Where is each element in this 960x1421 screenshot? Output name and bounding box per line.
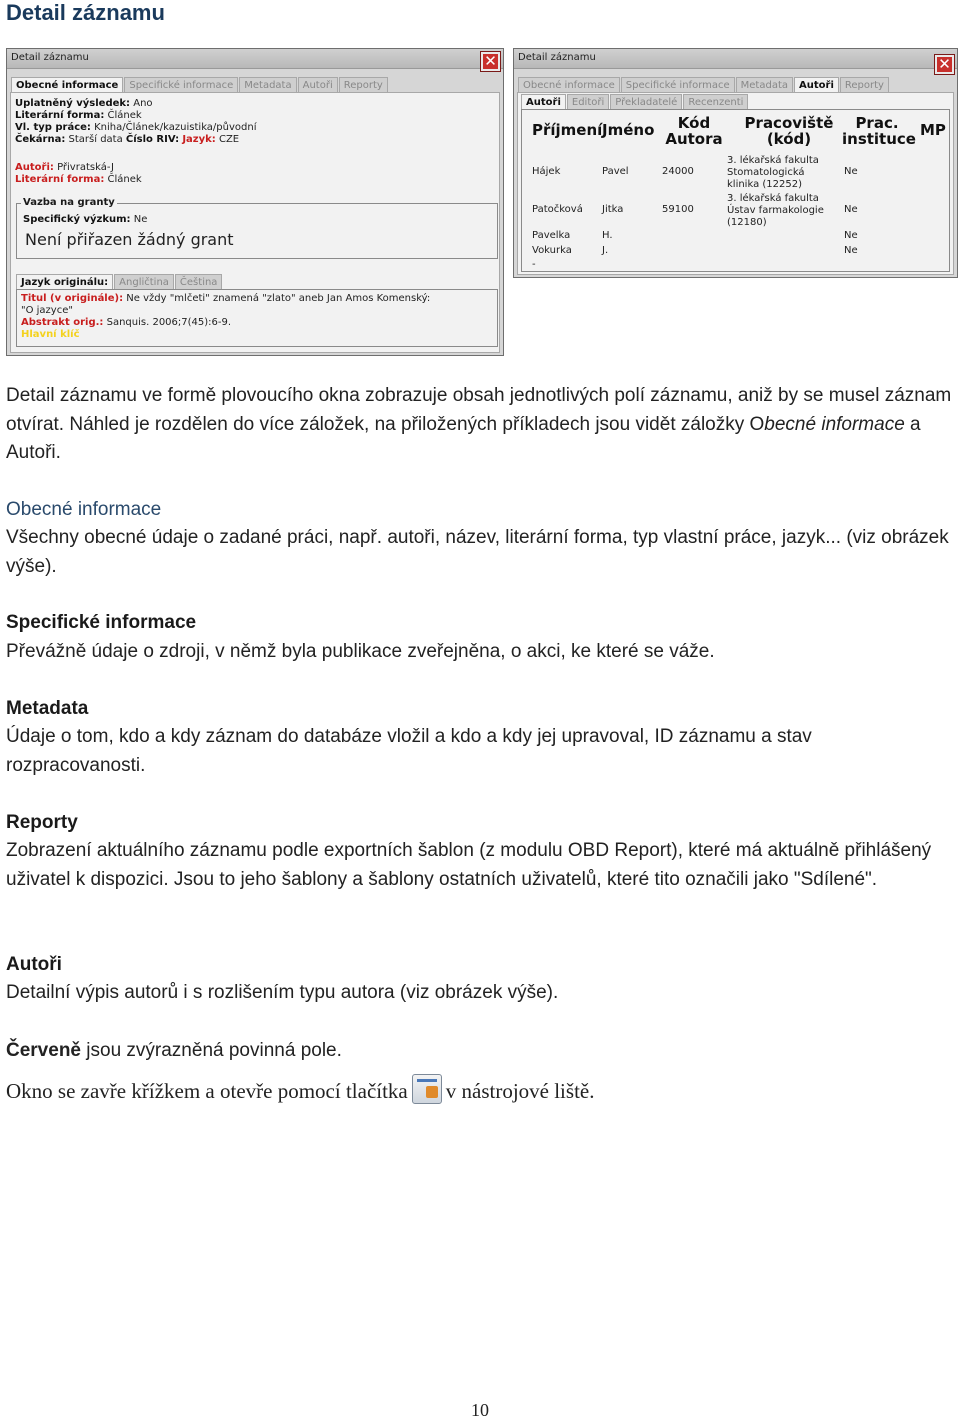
- grants-legend: Vazba na granty: [23, 197, 115, 208]
- section-heading-metadata: Metadata: [6, 698, 89, 719]
- intro-paragraph: Detail záznamu ve formě plovoucího okna zobrazuje obsah jednotlivých polí záznamu, aniž by se musel záznam otvírat. Náhled je rozdělen do více záložek, na přiložených příkladech jsou vidět záložky Obecné informace a Autoři.: [6, 385, 952, 463]
- author-mp: Ne: [844, 204, 858, 215]
- tab-editors[interactable]: Editoři: [567, 94, 609, 109]
- tab-metadata[interactable]: Metadata: [736, 77, 793, 92]
- tab-pane-authors: [517, 92, 954, 275]
- tab-bar: [11, 77, 389, 92]
- field-row: Literární forma: Článek: [15, 110, 142, 121]
- col-mp: MP: [920, 121, 946, 139]
- author-surname: Pavelka: [532, 230, 571, 241]
- tab-general[interactable]: Obecné informace: [518, 77, 620, 92]
- field-row-required: Autoři: Přivratská-J: [15, 162, 114, 173]
- section-text-metadata: Údaje o tom, kdo a kdy záznam do databáze vložil a kdo a kdy jej upravoval, ID záznamu a stav rozpracovanosti.: [6, 726, 812, 776]
- tab-original-language[interactable]: Jazyk originálu:: [16, 274, 113, 289]
- authors-table: [521, 109, 950, 272]
- section-heading-authors: Autoři: [6, 954, 62, 975]
- author-surname: Patočková: [532, 204, 583, 215]
- language-pane: [16, 289, 498, 347]
- col-author-code: Kód Autora: [665, 114, 723, 148]
- tab-metadata[interactable]: Metadata: [239, 77, 296, 92]
- tab-pane-general: [10, 92, 500, 353]
- col-surname: Příjmení: [532, 121, 603, 139]
- record-detail-toolbar-icon[interactable]: [412, 1074, 442, 1104]
- specific-research-row: Specifický výzkum: Ne: [23, 214, 148, 225]
- section-text-specific: Převážně údaje o zdroji, v němž byla publikace zveřejněna, o akci, ke které se váže.: [6, 641, 715, 662]
- section-text-general: Všechny obecné údaje o zadané práci, např. autoři, název, literární forma, typ vlastní práce, jazyk... (viz obrázek výše).: [6, 527, 949, 577]
- title-original-row: Titul (v originále): Ne vždy "mlčeti" znamená "zlato" aneb Jan Amos Komenský:: [21, 293, 431, 304]
- tab-authors-sub[interactable]: Autoři: [521, 94, 566, 109]
- section-heading-general: Obecné informace: [6, 499, 162, 520]
- tab-english[interactable]: Angličtina: [114, 274, 174, 289]
- detail-window-general: [6, 48, 504, 356]
- author-surname: Hájek: [532, 166, 561, 177]
- author-mp: Ne: [844, 245, 858, 256]
- tab-specific[interactable]: Specifické informace: [124, 77, 238, 92]
- author-workplace: 3. lékařská fakulta Ústav farmakologie (12180): [727, 193, 824, 228]
- tab-authors[interactable]: Autoři: [794, 77, 839, 92]
- author-name: H.: [602, 230, 613, 241]
- col-name: Jméno: [602, 121, 655, 139]
- author-type-tab-bar: [521, 94, 749, 109]
- abstract-row: Abstrakt orig.: Sanquis. 2006;7(45):6-9.: [21, 317, 232, 328]
- tab-authors[interactable]: Autoři: [298, 77, 338, 92]
- no-grant-message: Není přiřazen žádný grant: [25, 230, 234, 249]
- author-code: 24000: [662, 166, 694, 177]
- close-open-note: Okno se zavře křížkem a otevře pomocí tlačítka v nástrojové liště.: [6, 1074, 594, 1104]
- window-titlebar: [7, 49, 503, 69]
- tab-translators[interactable]: Překladatelé: [610, 94, 682, 109]
- field-row: Čekárna: Starší data Číslo RIV: Jazyk: CZE: [15, 134, 240, 145]
- author-code: 59100: [662, 204, 694, 215]
- author-name: Pavel: [602, 166, 629, 177]
- author-workplace: 3. lékařská fakulta Stomatologická klinika (12252): [727, 155, 819, 190]
- field-row: Vl. typ práce: Kniha/Článek/kazuistika/původní: [15, 122, 257, 133]
- tab-bar: [518, 77, 890, 92]
- window-titlebar: [514, 49, 957, 73]
- section-heading-specific: Specifické informace: [6, 612, 197, 633]
- tab-reports[interactable]: Reporty: [339, 77, 388, 92]
- author-mp: Ne: [844, 166, 858, 177]
- page-number: 10: [471, 1400, 489, 1420]
- tab-reviewers[interactable]: Recenzenti: [683, 94, 748, 109]
- language-tab-bar: [16, 274, 223, 289]
- section-heading-reports: Reporty: [6, 812, 78, 833]
- tab-reports[interactable]: Reporty: [840, 77, 889, 92]
- close-button[interactable]: ✕: [481, 52, 500, 71]
- main-key-label: Hlavní klíč: [21, 329, 80, 340]
- field-row-required: Literární forma: Článek: [15, 174, 142, 185]
- required-fields-note: Červeně jsou zvýrazněná povinná pole.: [6, 1040, 342, 1061]
- col-institution: Prac. instituce: [842, 114, 916, 148]
- tab-general[interactable]: Obecné informace: [11, 77, 123, 92]
- grants-groupbox: [16, 203, 498, 259]
- tab-czech[interactable]: Čeština: [175, 274, 223, 289]
- page-title: Detail záznamu: [6, 0, 165, 25]
- author-name: J.: [602, 245, 609, 256]
- window-title: Detail záznamu: [518, 52, 596, 63]
- author-mp: Ne: [844, 230, 858, 241]
- author-name: Jitka: [602, 204, 624, 215]
- author-surname: Vokurka: [532, 245, 572, 256]
- detail-window-authors: [513, 48, 958, 278]
- author-surname: -: [532, 259, 536, 270]
- tab-specific[interactable]: Specifické informace: [621, 77, 735, 92]
- col-workplace: Pracoviště (kód): [744, 114, 834, 148]
- window-title: Detail záznamu: [11, 52, 89, 63]
- field-row: Uplatněný výsledek: Ano: [15, 98, 153, 109]
- section-text-reports: Zobrazení aktuálního záznamu podle exportních šablon (z modulu OBD Report), které má aktuálně přihlášený uživatel k dispozici. Jsou to jeho šablony a šablony ostatních uživatelů, které tito označili jako "Sdílené".: [6, 840, 932, 890]
- title-original-cont: "O jazyce": [21, 305, 73, 316]
- section-text-authors: Detailní výpis autorů i s rozlišením typu autora (viz obrázek výše).: [6, 982, 559, 1003]
- close-button[interactable]: ✕: [935, 55, 954, 74]
